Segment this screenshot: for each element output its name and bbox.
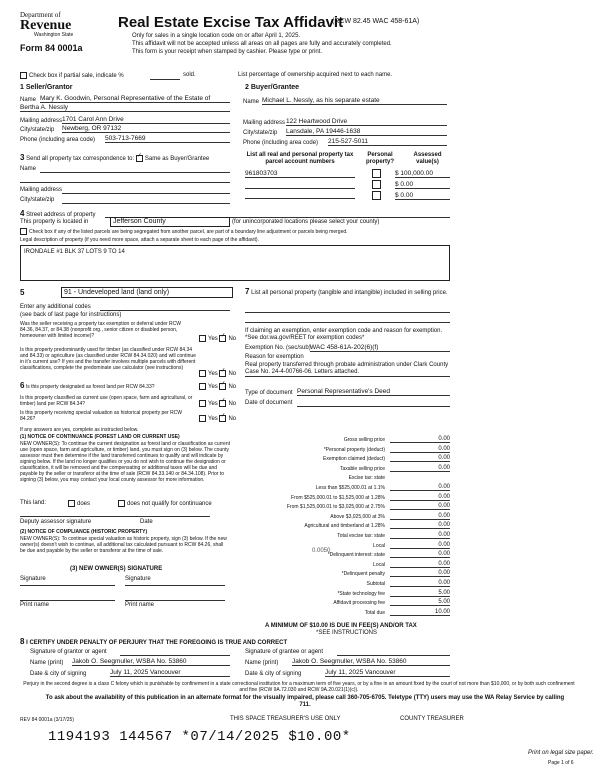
treasurer-county: COUNTY TREASURER <box>400 716 464 722</box>
does-not-option[interactable] <box>20 500 118 507</box>
personal-checkbox-1[interactable] <box>372 169 381 178</box>
calc-value[interactable]: 0.00 <box>390 513 450 520</box>
date-doc-field[interactable] <box>297 406 450 407</box>
section3-heading: Send all property tax correspondence to: <box>26 156 135 162</box>
same-as-buyer-checkbox[interactable] <box>136 155 143 162</box>
calc-value[interactable]: 0.00 <box>390 570 450 577</box>
sold-label: sold. <box>183 72 196 78</box>
buyer-name-field[interactable]: Michael L. Nessly, as his separate estate <box>262 97 447 105</box>
calc-label: *State technology fee <box>337 590 385 597</box>
local-rate: 0.0050 <box>312 548 331 554</box>
date-city-right[interactable]: July 11, 2025 Vancouver <box>325 669 450 677</box>
does-option[interactable]: does <box>68 500 90 508</box>
calc-label: Taxable selling price <box>339 465 385 472</box>
exemption-no-label: Exemption No. (sec/sub) <box>245 345 311 351</box>
calc-value[interactable]: 0.00 <box>390 532 450 539</box>
calc-label: From $1,525,000.01 to $3,025,000 at 2.75% <box>286 504 385 511</box>
owner-print-label-1: Print name <box>20 602 50 608</box>
street-address-label: 4 Street address of property <box>20 209 96 218</box>
partial-sale-percent[interactable] <box>150 79 180 80</box>
buyer-name-label: Name <box>243 99 260 105</box>
calc-value[interactable]: 0.00 <box>390 580 450 587</box>
legal-desc-value: IRONDALE #1 BLK 37 LOTS 9 TO 14 <box>24 249 125 255</box>
name-print-label-left: Name (print) <box>30 660 64 666</box>
type-doc-label: Type of document <box>245 390 293 396</box>
sig-grantee-label: Signature of grantee or agent <box>245 649 324 655</box>
section7-heading: 7 List all personal property (tangible and intangible) included in selling price. <box>245 287 448 296</box>
see-back-label: (see back of last page for instructions) <box>20 312 122 318</box>
minimum-note: A MINIMUM OF $10.00 IS DUE IN FEE(S) AND/OR TAX <box>265 623 417 629</box>
new-owner-sig-title: (3) NEW OWNER(S) SIGNATURE <box>70 566 163 572</box>
buyer-mailing-label: Mailing address <box>243 120 286 126</box>
section5-num: 5 <box>20 288 25 297</box>
dept-line3: Washington State <box>34 32 74 38</box>
calc-value[interactable]: 0.00 <box>390 446 450 453</box>
sig-grantor-label: Signature of grantor or agent <box>30 649 107 655</box>
page-number: Page 1 of 6 <box>548 760 574 766</box>
seller-phone-label: Phone (including area code) <box>20 137 96 143</box>
calc-value[interactable]: 5.00 <box>390 590 450 597</box>
q-forest-yesno: Yes ✓ No <box>199 383 236 391</box>
calc-label: Local <box>373 561 385 568</box>
assessed-value-3[interactable]: $ 0.00 <box>395 192 450 200</box>
calc-value[interactable]: 0.00 <box>390 503 450 510</box>
continuance-row: This land: <box>20 500 47 506</box>
section3-name-field[interactable] <box>40 172 230 173</box>
calc-value[interactable]: 5.00 <box>390 599 450 606</box>
does-not-row[interactable]: does not qualify for continuance <box>118 500 212 508</box>
q-historic-yesno: Yes ✓ No <box>199 415 236 423</box>
calc-label: *Delinquent penalty <box>341 571 385 578</box>
calc-label: Agricultural and timberland at 1.28% <box>304 523 385 530</box>
form-citation: (RCW 82.45 WAC 458-61A) <box>332 18 420 25</box>
partial-sale-checkbox[interactable] <box>20 72 27 79</box>
personal-checkbox-2[interactable] <box>372 180 381 189</box>
calc-value[interactable]: 0.00 <box>390 455 450 462</box>
q-timber: Is this property predominantly used for timber (as classified under RCW 84.34 and 84.33) or agriculture (as classified under RCW 84.34.020) and will continue in it's current use? If yes and the transfer involves multiple parcels with different classifications, complete the predominate use calculator (see instructions) <box>20 347 196 371</box>
section3-mailing-label: Mailing address <box>20 187 63 193</box>
if-yes-note: If any answers are yes, complete as instructed below. <box>20 427 139 433</box>
calc-value[interactable]: 0.00 <box>390 436 450 443</box>
date-doc-label: Date of document <box>245 400 293 406</box>
seller-mailing-field[interactable]: 1701 Carol Ann Drive <box>62 116 230 124</box>
calc-label: *Personal property (deduct) <box>323 446 385 453</box>
notice1-title: (1) NOTICE OF CONTINUANCE (FOREST LAND OR CURRENT USE) <box>20 434 180 440</box>
q-historic: Is this property receiving special valuation as historical property per RCW 84.26? <box>20 410 183 422</box>
header-note3: This form is your receipt when stamped by cashier. Please type or print. <box>132 49 323 55</box>
calc-label: Excise tax: state <box>348 475 385 482</box>
q-forest: 6 Is this property designated as forest land per RCW 84.33? <box>20 381 155 390</box>
landuse-select[interactable]: 91 - Undeveloped land (land only) <box>61 287 233 298</box>
seller-name-field[interactable]: Mary K. Goodwin, Personal Representative of the Estate of <box>40 95 230 103</box>
assessed-header: Assessed value(s) <box>413 152 442 165</box>
reason-field[interactable]: Real property transferred through probate administration under Clark County Case No. 24-4-00766-06. Letters attached. <box>245 362 449 375</box>
calc-label: Subtotal <box>366 581 385 587</box>
q-exemption-yesno: Yes ✓ No <box>199 335 236 343</box>
buyer-city-field[interactable]: Lansdale, PA 19446-1638 <box>286 128 447 136</box>
print-legal: Print on legal size paper. <box>528 750 594 756</box>
calc-value[interactable]: 0.00 <box>390 465 450 472</box>
sig-grantor-field[interactable] <box>120 655 230 656</box>
partial-sale-row <box>20 72 124 80</box>
calc-label: Total excise tax: state <box>337 533 385 539</box>
name-print-left[interactable]: Jakob O. Seegmuller, WSBA No. 53860 <box>72 658 230 666</box>
calc-label: Affidavit processing fee <box>333 600 385 607</box>
parcels-header: List all real and personal property tax parcel account numbers <box>246 152 354 165</box>
deputy-date-label: Date <box>140 519 153 525</box>
additional-codes-label: Enter any additional codes <box>20 304 91 310</box>
sig-grantee-field[interactable] <box>337 655 450 656</box>
county-select[interactable]: Jefferson County <box>110 217 230 227</box>
form-number: Form 84 0001a <box>20 43 83 53</box>
calc-label: Above $3,025,000 at 3% <box>330 513 385 520</box>
owner-sig-field-1[interactable] <box>20 585 115 586</box>
seller-city-field[interactable]: Newberg, OR 97132 <box>62 125 230 133</box>
segregated-row <box>20 228 348 235</box>
section3-name-field-2[interactable] <box>20 182 230 183</box>
calc-label: From $525,000.01 to $1,525,000 at 1.28% <box>291 494 385 501</box>
calc-value[interactable]: 0.00 <box>390 542 450 549</box>
personal-checkbox-3[interactable] <box>372 191 381 200</box>
header-note2: This affidavit will not be accepted unless all areas on all pages are fully and accurately completed. <box>132 41 392 47</box>
seller-name-label: Name <box>20 97 37 103</box>
personal-property-field-2[interactable] <box>245 322 450 323</box>
calc-value[interactable]: 0.00 <box>390 484 450 491</box>
seller-name-field-2[interactable]: Bertha A. Nessly <box>20 104 230 112</box>
see-instructions: *SEE INSTRUCTIONS <box>316 630 378 636</box>
segregated-checkbox[interactable] <box>20 228 27 235</box>
q-current-use: Is this property classified as current use (open space, farm and agricultural, or timber) land per RCW 84.34? <box>20 395 193 407</box>
q-timber-yesno: Yes ✓ No <box>199 370 236 378</box>
calc-value[interactable]: 0.00 <box>390 561 450 568</box>
seller-heading: 1 Seller/Grantor <box>20 84 73 91</box>
assessed-value-2[interactable]: $ 0.00 <box>395 181 450 189</box>
deputy-sig-field[interactable] <box>20 516 210 517</box>
seller-mailing-label: Mailing address <box>20 118 63 124</box>
partial-sale-label: Check box if partial sale, indicate % <box>29 73 124 80</box>
perjury-note: Perjury in the second degree is a class C felony which is punishable by confinement in a state correctional institution for a maximum term of five years, or by a fine in an amount fixed by the court of not more than $10,000, or by both such confinement and fine (RCW 9A.72.030 and RCW 9A.20.021(1)(c)). <box>23 681 575 693</box>
q-exemption: Was the seller receiving a property tax exemption or deferral under RCW 84.36, 84.37, or 84.38 (nonprofit org., senior citizen or disabled person, homeowner with limited income)? <box>20 321 181 339</box>
treasurer-state: THIS SPACE TREASURER'S USE ONLY <box>230 716 341 722</box>
date-city-label-right: Date & city of signing <box>245 671 302 677</box>
seller-city-label: City/state/zip <box>20 127 55 133</box>
parcel-2[interactable] <box>245 188 355 189</box>
legal-desc-box[interactable] <box>20 245 450 281</box>
calc-label: Local <box>373 542 385 549</box>
calc-label: Exemption claimed (deduct) <box>323 456 385 463</box>
header-note1: Only for sales in a single location code on or after April 1, 2025. <box>132 33 301 39</box>
buyer-phone-label: Phone (including area code) <box>243 140 319 146</box>
same-as-buyer-label: Same as Buyer/Grantee <box>144 156 210 162</box>
section3-mailing-field[interactable] <box>62 193 230 194</box>
calc-label: Total due <box>364 609 385 616</box>
calc-label: Gross selling price <box>343 437 385 443</box>
date-city-label-left: Date & city of signing <box>30 671 87 677</box>
notice2-title: (2) NOTICE OF COMPLIANCE (HISTORIC PROPERTY) <box>20 529 148 535</box>
located-in-label: This property is located in <box>20 219 89 225</box>
calc-label: Less than $525,000.01 at 1.1% <box>315 485 385 491</box>
calc-value[interactable]: 0.00 <box>390 551 450 558</box>
section3-row: 3 Send all property tax correspondence to: ✓ Same as Buyer/Grantee <box>20 154 209 163</box>
name-print-label-right: Name (print) <box>245 660 279 666</box>
parcel-3[interactable] <box>245 198 355 199</box>
q-current-use-yesno: Yes ✓ No <box>199 400 236 408</box>
exemption-no-field[interactable]: WAC 458-61A-202(6)(f) <box>310 344 450 352</box>
segregated-label: Check box if any of the listed parcels are being segregated from another parcel, are part of a boundary line adjustment or parcels being merged. <box>29 228 348 235</box>
alt-format-note: To ask about the availability of this publication in an alternate format for the visually impaired, please call 360-705-6705. Teletype (TTY) users may use the WA Relay Service by calling 711. <box>45 695 565 708</box>
owner-print-field-2[interactable] <box>125 600 225 601</box>
owner-sig-label-1: Signature <box>20 576 46 582</box>
rev-number: REV 84 0001a (3/17/25) <box>20 717 74 723</box>
unincorporated-note: (for unincorporated locations please select your county) <box>232 219 380 225</box>
additional-codes-field[interactable] <box>100 310 230 311</box>
calc-value[interactable]: 10.00 <box>390 609 450 616</box>
calc-value[interactable]: 0.00 <box>390 494 450 501</box>
legal-desc-label: Legal description of property (if you need more space, attach a separate sheet to each page of the affidavit). <box>20 237 259 243</box>
parcel-1[interactable]: 961803703 <box>245 170 355 178</box>
dept-line1: Department of <box>20 11 61 19</box>
dor-logo <box>20 12 90 38</box>
seller-phone-field[interactable]: 503-713-7669 <box>105 135 230 143</box>
section3-city-label: City/state/zip <box>20 197 55 203</box>
percent-ownership-note: List percentage of ownership acquired next to each name. <box>238 72 393 78</box>
owner-print-label-2: Print name <box>125 602 155 608</box>
notice2-text: NEW OWNER(S): To continue special valuation as historic property, sign (3) below. If the new owner(s) doesn't wish to continue, all additional tax calculated pursuant to RCW 84.26, shall be due and payable by the seller or transferor at the time of sale. <box>20 536 227 554</box>
reason-label: Reason for exemption <box>245 354 304 360</box>
owner-sig-field-2[interactable] <box>125 585 225 586</box>
section3-name-label: Name <box>20 166 37 172</box>
owner-sig-label-2: Signature <box>125 576 151 582</box>
calc-label: *Delinquent interest: state <box>327 552 385 559</box>
exemption-note: If claiming an exemption, enter exemption code and reason for exemption. *See dor.wa.gov/REET for exemption codes* <box>245 328 443 341</box>
form-title: Real Estate Excise Tax Affidavit <box>118 14 344 31</box>
dept-line2: Revenue <box>20 18 72 33</box>
buyer-phone-field[interactable]: 215-527-5011 <box>328 138 447 146</box>
section3-city-field[interactable] <box>62 203 230 204</box>
name-print-right[interactable]: Jakob O. Seegmuller, WSBA No. 53860 <box>292 658 450 666</box>
deputy-sig-label: Deputy assessor signature <box>20 519 92 525</box>
date-city-left[interactable]: July 11, 2025 Vancouver <box>110 669 230 677</box>
owner-print-field-1[interactable] <box>20 600 115 601</box>
buyer-mailing-field[interactable]: 122 Heartwood Drive <box>286 118 447 126</box>
assessed-value-1[interactable]: $ 100,000.00 <box>395 170 450 178</box>
buyer-heading: 2 Buyer/Grantee <box>245 84 300 91</box>
cashier-stamp: 1194193 144567 *07/14/2025 $10.00* <box>48 729 351 745</box>
buyer-city-label: City/state/zip <box>243 130 278 136</box>
notice1-text: NEW OWNER(S): To continue the current designation as forest land or classification as current use (open space, farm and agriculture, or timber) land, you must sign on (3) below. The county assessor must then determine if the land transferred continues to qualify and will indicate by signing below. If the land no longer qualifies or you do not wish to continue the designation or classification, it will be removed and the compensating or additional taxes will be due and payable by the seller or transferor at the time of sale (RCW 84.33.140 or 84.34.108). Prior to signing (3) below, you may contact your local county assessor for more information. <box>20 441 230 483</box>
personal-property-field-1[interactable] <box>245 312 450 313</box>
personal-header: Personal property? <box>365 152 394 165</box>
certify-line: 8 I CERTIFY UNDER PENALTY OF PERJURY THAT THE FOREGOING IS TRUE AND CORRECT <box>20 637 288 646</box>
type-doc-field[interactable]: Personal Representative's Deed <box>297 388 450 396</box>
calc-value[interactable]: 0.00 <box>390 522 450 529</box>
